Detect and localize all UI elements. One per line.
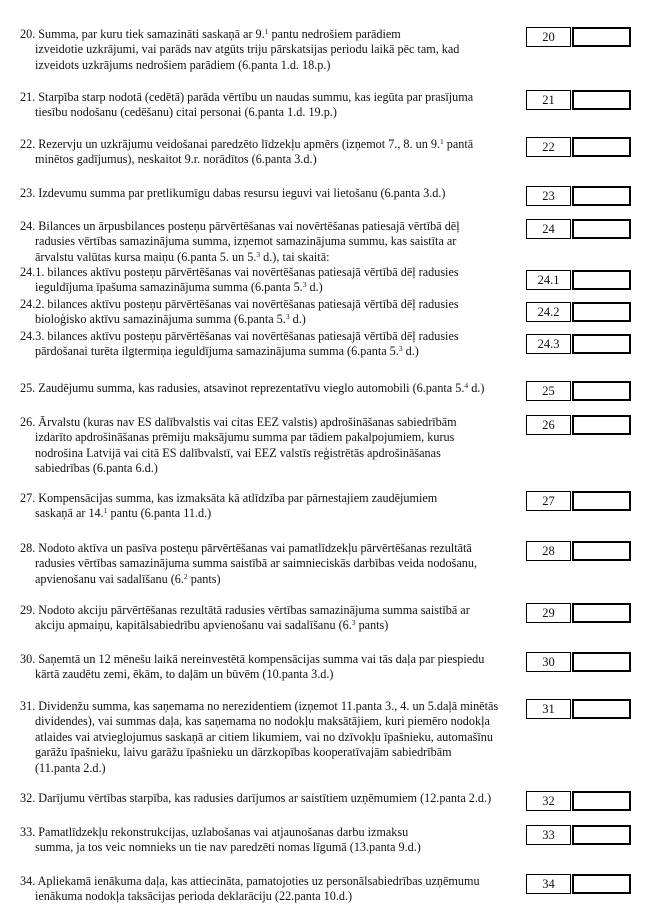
row-value-input[interactable] bbox=[572, 603, 631, 623]
row-code: 27 bbox=[526, 491, 571, 511]
row-description: 23. Izdevumu summa par pretlikumīgu dabas resursu ieguvi vai lietošanu (6.panta 3.d.) bbox=[20, 186, 446, 200]
row-description: 20. Summa, par kuru tiek samazināti saskaņā ar 9.$^1$ pantu nedrošiem parādiem izveidotie uzkrājumi, vai parāds nav atgūts triju pārskatsijas periodu laikā pēc tam, kad izveidots uzkrājums nedrošiem parādiem (6.panta 1.d. 18.p.) bbox=[20, 27, 460, 72]
row-code: 33 bbox=[526, 825, 571, 845]
row-value-input[interactable] bbox=[572, 541, 631, 561]
row-description: 21. Starpība starp nodotā (cedētā) parāda vērtību un naudas summu, kas iegūta par prasījuma tiesību nodošanu (cedēšanu) citai personai (6.panta 1.d. 19.p.) bbox=[20, 90, 474, 120]
row-value-input[interactable] bbox=[572, 652, 631, 672]
row-description: 29. Nodoto akciju pārvērtēšanas rezultātā radusies vērtības samazinājuma summa saistībā ar akciju apmaiņu, kapitālsabiedrību apvienošanu vai sadalīšanu (6.$^3$ pants) bbox=[20, 603, 470, 633]
row-description: 24.2. bilances aktīvu posteņu pārvērtēšanas vai novērtēšanas patiesajā vērtībā dēļ radusies bioloģisko aktīvu samazinājuma summa (6.panta 5.$^3$ d.) bbox=[20, 297, 459, 327]
row-value-input[interactable] bbox=[572, 825, 631, 845]
row-code: 24 bbox=[526, 219, 571, 239]
row-value-input[interactable] bbox=[572, 699, 631, 719]
row-code: 22 bbox=[526, 137, 571, 157]
row-description: 24.1. bilances aktīvu posteņu pārvērtēšanas vai novērtēšanas patiesajā vērtībā dēļ radusies ieguldījuma īpašuma samazinājuma summa (6.panta 5.$^3$ d.) bbox=[20, 265, 459, 295]
row-code: 30 bbox=[526, 652, 571, 672]
row-code: 24.1 bbox=[526, 270, 571, 290]
row-description: 24.3. bilances aktīvu posteņu pārvērtēšanas vai novērtēšanas patiesajā vērtībā dēļ radusies pārdošanai turēta ilgtermiņa ieguldījuma samazinājuma summa (6.panta 5.$^3$ d.) bbox=[20, 329, 459, 359]
row-description: 33. Pamatlīdzekļu rekonstrukcijas, uzlabošanas vai atjaunošanas darbu izmaksu summa, ja tos veic nomnieks un tie nav paredzēti nomas līgumā (13.panta 9.d.) bbox=[20, 825, 421, 855]
row-value-input[interactable] bbox=[572, 219, 631, 239]
row-description: 30. Saņemtā un 12 mēnešu laikā nereinvestētā kompensācijas summa vai tās daļa par piespiedu kārtā zaudētu zemi, ēkām, to daļām un būvēm (10.panta 3.d.) bbox=[20, 652, 485, 682]
row-code: 28 bbox=[526, 541, 571, 561]
row-code: 31 bbox=[526, 699, 571, 719]
row-code: 24.3 bbox=[526, 334, 571, 354]
row-description: 25. Zaudējumu summa, kas radusies, atsavinot reprezentatīvu vieglo automobili (6.panta 5.$^4$ d.) bbox=[20, 381, 485, 395]
row-value-input[interactable] bbox=[572, 186, 631, 206]
row-code: 23 bbox=[526, 186, 571, 206]
row-description: 28. Nodoto aktīva un pasīva posteņu pārvērtēšanas vai pamatlīdzekļu pārvērtēšanas rezultātā radusies vērtības samazinājuma summa saistībā ar saimnieciskās darbības veida nodošanu, apvienošanu vai sadalīšanu (6.$^2$ pants) bbox=[20, 541, 478, 586]
row-code: 24.2 bbox=[526, 302, 571, 322]
row-code: 34 bbox=[526, 874, 571, 894]
row-value-input[interactable] bbox=[572, 302, 631, 322]
row-value-input[interactable] bbox=[572, 491, 631, 511]
row-value-input[interactable] bbox=[572, 137, 631, 157]
row-value-input[interactable] bbox=[572, 381, 631, 401]
row-description: 32. Darījumu vērtības starpība, kas radusies darījumos ar saistītiem uzņēmumiem (12.panta 2.d.) bbox=[20, 791, 492, 805]
row-description: 24. Bilances un ārpusbilances posteņu pārvērtēšanas vai novērtēšanas patiesajā vērtībā dēļ radusies vērtības samazinājuma summa, izņemot samazinājuma summu, kas saistīta ar ārvalstu valūtas kursa maiņu (6.panta 5. un 5.$^3$ d.), tai skaitā: bbox=[20, 219, 460, 264]
row-value-input[interactable] bbox=[572, 27, 631, 47]
row-value-input[interactable] bbox=[572, 415, 631, 435]
row-value-input[interactable] bbox=[572, 791, 631, 811]
row-value-input[interactable] bbox=[572, 874, 631, 894]
row-value-input[interactable] bbox=[572, 334, 631, 354]
row-code: 32 bbox=[526, 791, 571, 811]
row-description: 27. Kompensācijas summa, kas izmaksāta kā atlīdzība par pārnestajiem zaudējumiem saskaņā ar 14.$^1$ pantu (6.panta 11.d.) bbox=[20, 491, 438, 521]
row-description: 22. Rezervju un uzkrājumu veidošanai paredzēto līdzekļu apmērs (izņemot 7., 8. un 9.$^1$ pantā minētos gadījumus), neskaitot 9.r. norādītos (6.panta 3.d.) bbox=[20, 137, 474, 167]
row-value-input[interactable] bbox=[572, 270, 631, 290]
row-code: 21 bbox=[526, 90, 571, 110]
row-code: 20 bbox=[526, 27, 571, 47]
row-code: 29 bbox=[526, 603, 571, 623]
row-code: 25 bbox=[526, 381, 571, 401]
row-description: 26. Ārvalstu (kuras nav ES dalībvalstis vai citas EEZ valstis) apdrošināšanas sabiedrībām izdarīto apdrošināšanas prēmiju maksājumu summa par tādiem pakalpojumiem, kurus nodrošina Latvijā vai citā ES dalībvalstī, vai EEZ valstīs reģistrētās apdrošināšanas sabiedrības (6.panta 6.d.) bbox=[20, 415, 457, 476]
row-description: 31. Dividenžu summa, kas saņemama no nerezidentiem (izņemot 11.panta 3., 4. un 5.daļā minētās dividendes), vai summas daļa, kas saņemama no nodokļu maksātājiem, kuri piemēro nodokļa atlaides vai atvieglojumus saskaņā ar citiem likumiem, vai no dzīvokļu īpašnieku, automašīnu garāžu īpašnieku, laivu garāžu īpašnieku un dārzkopības kooperatīvajām sabiedrībām (11.panta 2.d.) bbox=[20, 699, 499, 775]
row-description: 34. Apliekamā ienākuma daļa, kas attiecināta, pamatojoties uz personālsabiedrības uzņēmumu ienākuma nodokļa taksācijas perioda deklarāciju (22.panta 10.d.) bbox=[20, 874, 480, 904]
row-code: 26 bbox=[526, 415, 571, 435]
row-value-input[interactable] bbox=[572, 90, 631, 110]
